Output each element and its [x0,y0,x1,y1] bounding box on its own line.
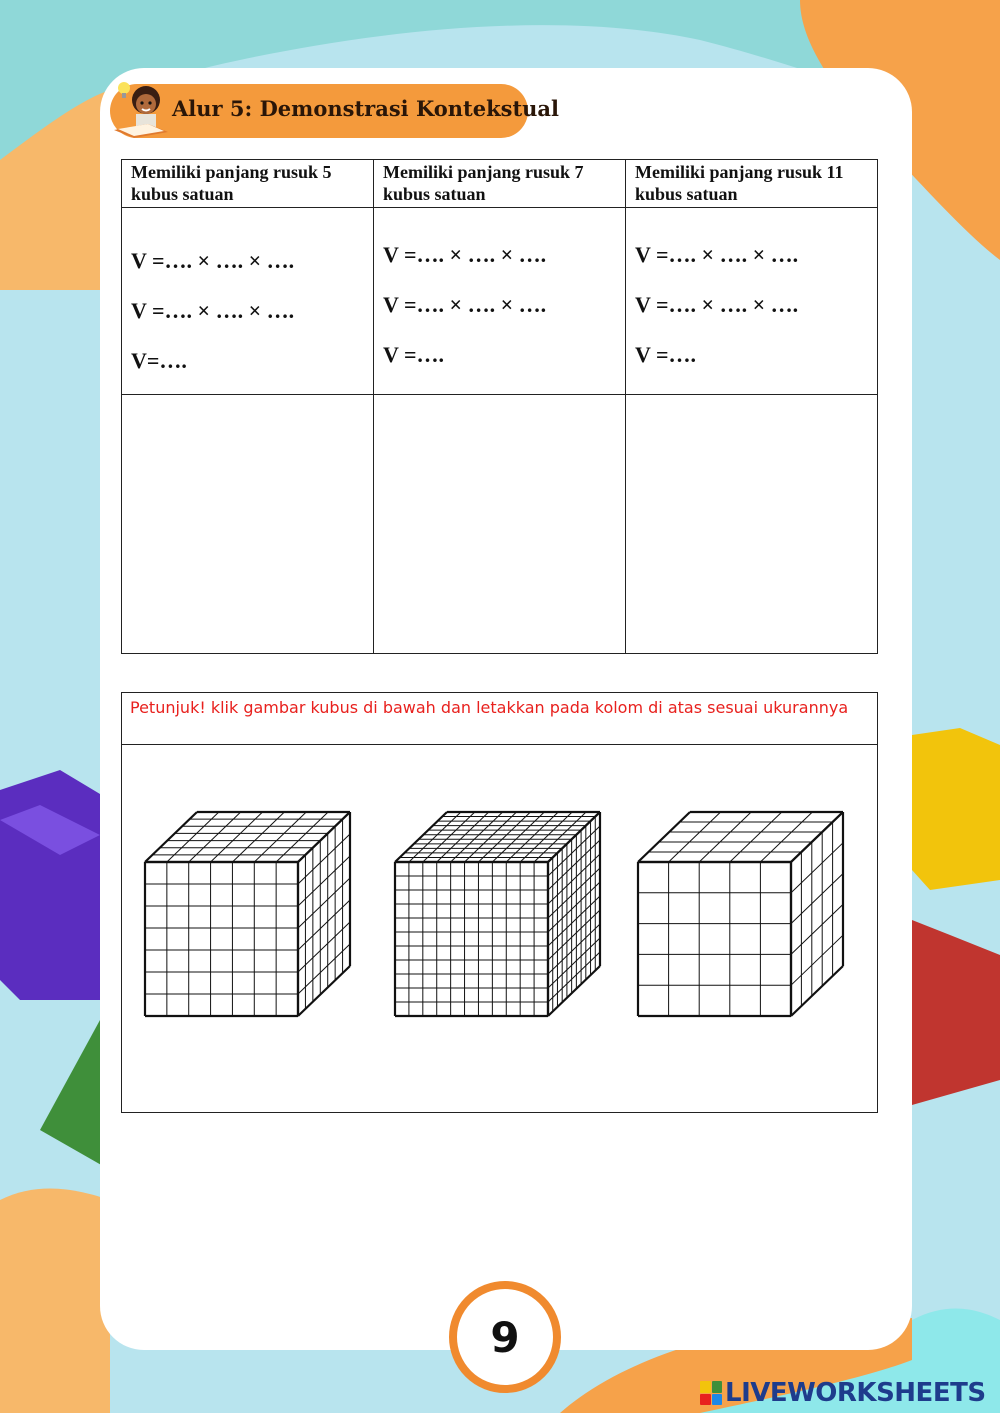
table-header-row [122,160,878,208]
cube-5[interactable] [633,806,851,1022]
purple-cube-shape [0,770,110,1000]
brand-badge-icon [700,1381,722,1405]
formula-line-3[interactable]: V =…. [383,342,445,367]
student-mascot-icon [108,74,172,144]
formula-cell-7 [374,208,626,395]
column-header-11: Memiliki panjang rusuk 11 kubus satuan [626,160,878,208]
drop-zone-11[interactable] [626,395,878,654]
brand-logo [700,1378,986,1408]
instruction-text: Petunjuk! klik gambar kubus di bawah dan letakkan pada kolom di atas sesuai ukurannya [122,693,877,745]
cube-11[interactable] [390,806,608,1022]
formula-line-1[interactable]: V =…. × …. × …. [635,242,799,267]
orange-bottom-left-shape [0,1188,110,1413]
formula-cell-5 [122,208,374,395]
formula-line-2[interactable]: V =…. × …. × …. [635,292,799,317]
drop-zone-7[interactable] [374,395,626,654]
column-header-7: Memiliki panjang rusuk 7 kubus satuan [374,160,626,208]
page-number: 9 [490,1313,520,1362]
column-header-5: Memiliki panjang rusuk 5 kubus satuan [122,160,374,208]
formula-line-1[interactable]: V =…. × …. × …. [131,248,295,273]
formula-line-2[interactable]: V =…. × …. × …. [383,292,547,317]
cube-7[interactable] [140,806,358,1022]
drop-row [122,395,878,654]
formula-line-3[interactable]: V=…. [131,348,187,373]
formula-row [122,208,878,395]
formula-line-1[interactable]: V =…. × …. × …. [383,242,547,267]
red-prism-shape [912,920,1000,1105]
yellow-prism-shape [912,728,1000,890]
answer-table [121,159,878,654]
drop-zone-5[interactable] [122,395,374,654]
brand-text: LIVEWORKSHEETS [725,1378,986,1408]
formula-cell-11 [626,208,878,395]
formula-line-3[interactable]: V =…. [635,342,697,367]
formula-line-2[interactable]: V =…. × …. × …. [131,298,295,323]
page-title: Alur 5: Demonstrasi Kontekstual [172,96,560,121]
